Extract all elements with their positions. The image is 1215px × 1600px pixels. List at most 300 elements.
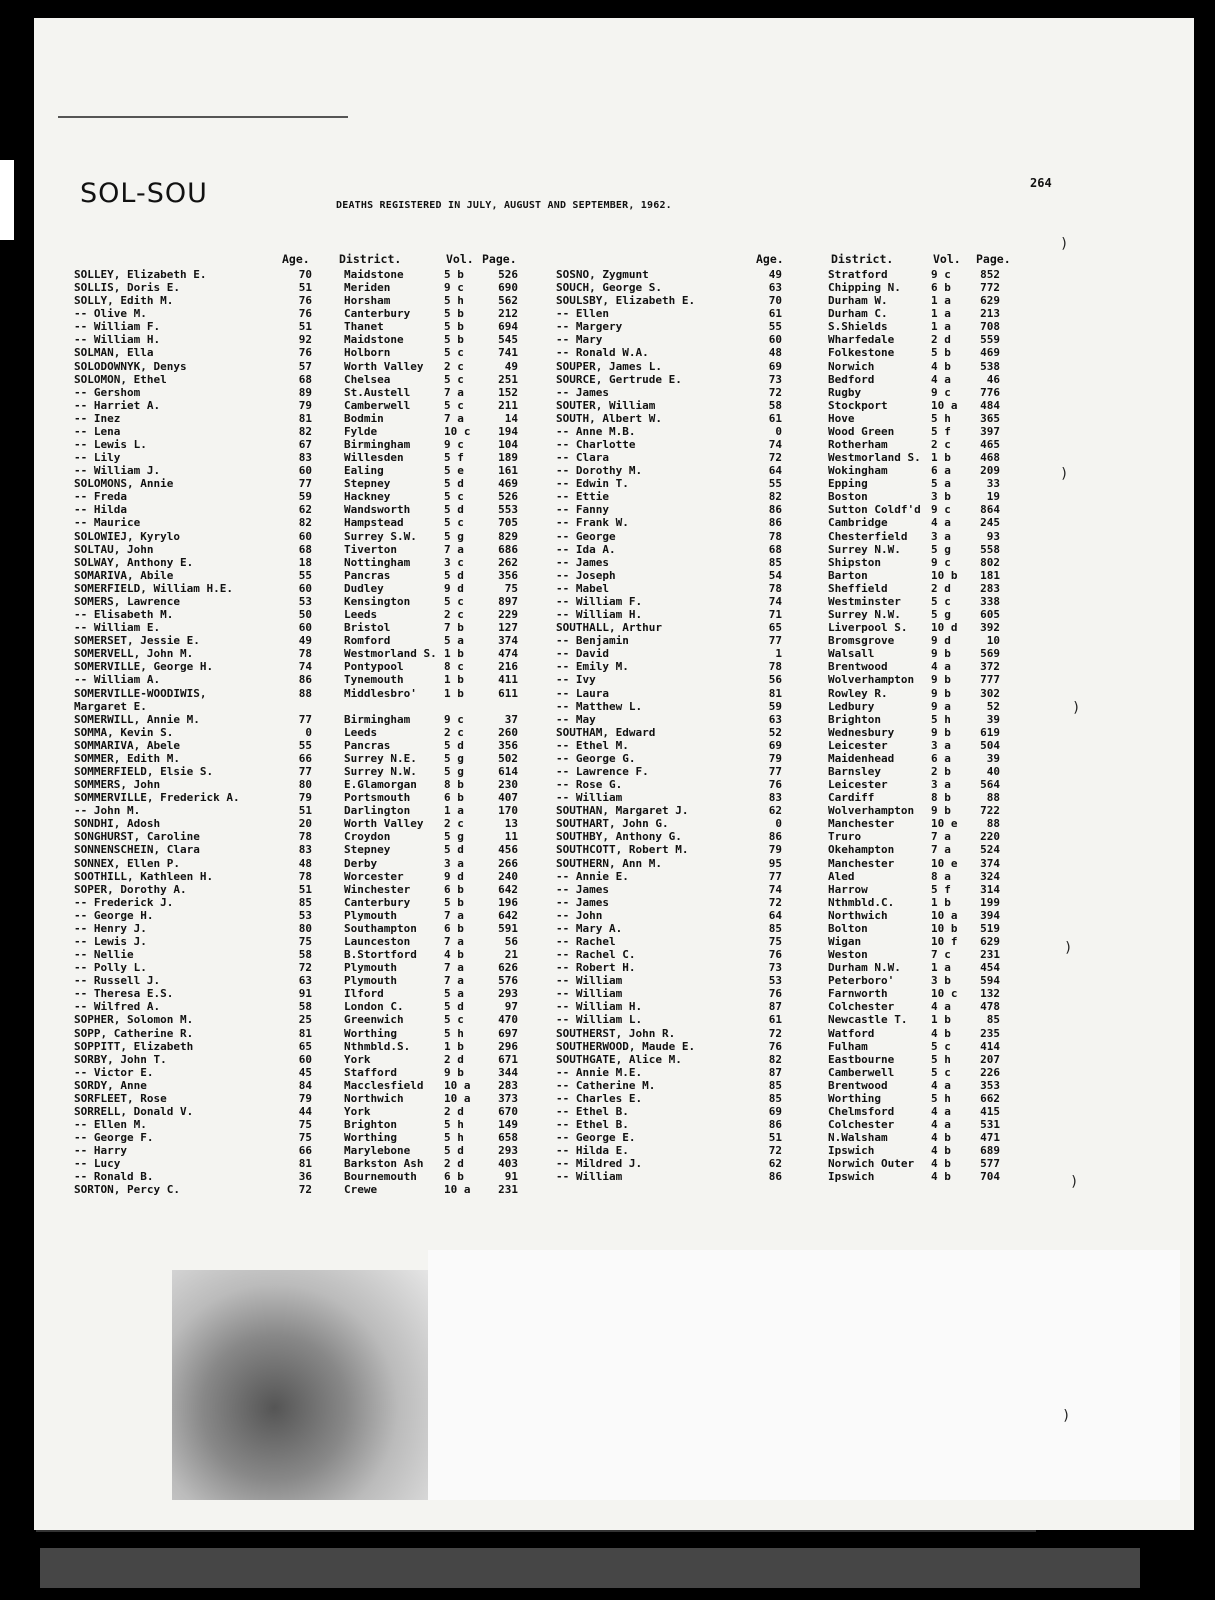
entry-district: Colchester: [828, 1118, 895, 1132]
entry-age: 82: [768, 1052, 782, 1066]
entry-volume: 10 a: [444, 1183, 471, 1197]
entry-district: Boston: [828, 490, 868, 504]
entry-district: Westminster: [828, 594, 901, 608]
entry-age: 53: [298, 908, 312, 922]
entry-age: 20: [298, 817, 312, 831]
entry-volume: 9 a: [931, 699, 951, 713]
entry-page: 562: [498, 294, 518, 308]
entry-name: -- Ronald B.: [74, 1170, 154, 1184]
entry-age: 51: [298, 882, 312, 896]
entry-page: 324: [980, 869, 1000, 883]
entry-volume: 4 a: [931, 1078, 951, 1092]
entry-volume: 5 c: [444, 516, 464, 530]
entry-volume: 5 h: [931, 712, 951, 726]
entry-volume: 5 a: [444, 987, 464, 1001]
entry-district: Hackney: [344, 490, 391, 504]
entry-page: 127: [498, 621, 518, 635]
entry-district: Brentwood: [828, 660, 888, 674]
entry-name: Margaret E.: [74, 699, 147, 713]
entry-name: -- John M.: [74, 804, 141, 818]
entry-page: 694: [498, 320, 518, 334]
entry-age: 79: [768, 843, 782, 857]
entry-age: 68: [768, 542, 782, 556]
entry-page: 209: [980, 464, 1000, 478]
entry-volume: 9 c: [931, 555, 951, 569]
entry-name: -- Matthew L.: [556, 699, 643, 713]
entry-page: 671: [498, 1052, 518, 1066]
entry-age: 75: [768, 934, 782, 948]
entry-district: Shipston: [828, 555, 881, 569]
entry-name: SOUTHERST, John R.: [556, 1026, 676, 1040]
entry-volume: 3 b: [931, 974, 951, 988]
entry-district: York: [344, 1052, 371, 1066]
entry-page: 149: [498, 1118, 518, 1132]
entry-name: -- William: [556, 791, 623, 805]
page-header: Page.: [482, 252, 517, 266]
entry-name: SOUTHBY, Anthony G.: [556, 830, 682, 844]
entry-page: 468: [980, 451, 1000, 465]
entry-name: SOMMERFIELD, Elsie S.: [74, 764, 214, 778]
entry-name: SOUTHCOTT, Robert M.: [556, 843, 689, 857]
entry-page: 181: [980, 568, 1000, 582]
entry-name: -- Rose G.: [556, 778, 623, 792]
entry-volume: 7 a: [444, 961, 464, 975]
entry-volume: 9 b: [931, 673, 951, 687]
entry-district: Birmingham: [344, 438, 411, 452]
entry-volume: 7 a: [444, 974, 464, 988]
entry-age: 55: [768, 477, 782, 491]
entry-age: 0: [305, 725, 312, 739]
entry-volume: 4 a: [931, 372, 951, 386]
entry-age: 75: [298, 934, 312, 948]
entry-age: 50: [298, 608, 312, 622]
entry-page: 283: [980, 581, 1000, 595]
entry-name: -- Dorothy M.: [556, 464, 643, 478]
entry-name: SOUTHAM, Edward: [556, 725, 656, 739]
entry-district: Camberwell: [344, 398, 411, 412]
entry-district: Surrey N.W.: [828, 608, 901, 622]
entry-page: 605: [980, 608, 1000, 622]
entry-page: 199: [980, 895, 1000, 909]
entry-age: 82: [768, 490, 782, 504]
entry-age: 73: [768, 961, 782, 975]
entry-district: Farnworth: [828, 987, 888, 1001]
entry-name: -- George E.: [556, 1131, 636, 1145]
entry-name: SOMERVILLE, George H.: [74, 660, 214, 674]
entry-district: Leicester: [828, 738, 888, 752]
entry-district: Northwich: [344, 1091, 404, 1105]
entry-volume: 5 c: [931, 1039, 951, 1053]
entry-district: Durham W.: [828, 294, 888, 308]
entry-name: SOMMERS, John: [74, 778, 161, 792]
entry-age: 63: [298, 974, 312, 988]
entry-age: 85: [768, 921, 782, 935]
margin-mark: ): [1072, 700, 1081, 716]
entry-page: 374: [498, 634, 518, 648]
entry-name: -- George H.: [74, 908, 154, 922]
entry-district: Worthing: [344, 1131, 397, 1145]
page-title: SOL-SOU: [80, 178, 208, 209]
entry-page: 235: [980, 1026, 1000, 1040]
entry-volume: 5 c: [444, 398, 464, 412]
entry-page: 456: [498, 843, 518, 857]
entry-age: 83: [768, 791, 782, 805]
entry-volume: 1 a: [931, 307, 951, 321]
entry-age: 64: [768, 464, 782, 478]
entry-name: SOPER, Dorothy A.: [74, 882, 187, 896]
page-edge: [0, 160, 14, 240]
entry-age: 87: [768, 1065, 782, 1079]
entry-page: 220: [980, 830, 1000, 844]
entry-district: Birmingham: [344, 712, 411, 726]
entry-name: SOLMAN, Ella: [74, 346, 154, 360]
entry-page: 414: [980, 1039, 1000, 1053]
register-header: DEATHS REGISTERED IN JULY, AUGUST AND SEPTEMBER, 1962.: [336, 200, 672, 211]
entry-name: SOMMER, Edith M.: [74, 751, 180, 765]
entry-volume: 10 f: [931, 934, 958, 948]
entry-age: 86: [768, 503, 782, 517]
entry-age: 76: [768, 1039, 782, 1053]
entry-name: SOLLEY, Elizabeth E.: [74, 268, 207, 281]
entry-volume: 2 c: [444, 725, 464, 739]
entry-page: 577: [980, 1157, 1000, 1171]
entry-volume: 9 b: [931, 725, 951, 739]
entry-volume: 9 c: [931, 503, 951, 517]
entry-age: 74: [768, 438, 782, 452]
entry-page: 569: [980, 647, 1000, 661]
entry-district: Stafford: [344, 1065, 397, 1079]
entry-name: -- Robert H.: [556, 961, 636, 975]
entry-volume: 10 e: [931, 856, 958, 870]
entry-name: SONNENSCHEIN, Clara: [74, 843, 200, 857]
entry-page: 10: [986, 634, 1000, 648]
entry-age: 64: [768, 908, 782, 922]
entry-page: 407: [498, 791, 518, 805]
entry-district: Horsham: [344, 294, 391, 308]
entry-district: Ledbury: [828, 699, 875, 713]
entry-volume: 9 b: [931, 686, 951, 700]
entry-page: 46: [986, 372, 1000, 386]
entry-district: Epping: [828, 477, 868, 491]
scan-noise: [40, 1548, 1140, 1588]
entry-page: 37: [504, 712, 518, 726]
entry-district: Liverpool S.: [828, 621, 908, 635]
entry-name: -- James: [556, 385, 609, 399]
entry-volume: 5 b: [444, 333, 464, 347]
entry-age: 92: [298, 333, 312, 347]
entry-page: 194: [498, 424, 518, 438]
entry-volume: 9 d: [931, 634, 951, 648]
entry-page: 465: [980, 438, 1000, 452]
entry-name: SOSNO, Zygmunt: [556, 268, 649, 281]
entry-name: -- Lawrence F.: [556, 764, 649, 778]
entry-volume: 5 d: [444, 1144, 464, 1158]
entry-age: 83: [298, 451, 312, 465]
entry-page: 260: [498, 725, 518, 739]
entry-age: 82: [298, 424, 312, 438]
entry-volume: 5 h: [444, 1118, 464, 1132]
entry-name: SOUCH, George S.: [556, 281, 662, 295]
entry-district: Meriden: [344, 281, 391, 295]
entry-page: 704: [980, 1170, 1000, 1184]
entry-age: 73: [768, 372, 782, 386]
entry-name: -- Mary: [556, 333, 603, 347]
entry-name: SOMERS, Lawrence: [74, 594, 180, 608]
entry-district: Stockport: [828, 398, 888, 412]
entry-age: 79: [768, 751, 782, 765]
entry-name: -- Annie M.E.: [556, 1065, 643, 1079]
entry-volume: 5 f: [931, 424, 951, 438]
entry-volume: 2 d: [444, 1157, 464, 1171]
entry-page: 231: [980, 948, 1000, 962]
entry-age: 85: [298, 895, 312, 909]
entry-age: 71: [768, 608, 782, 622]
entry-district: Bolton: [828, 921, 868, 935]
entry-name: -- James: [556, 895, 609, 909]
entry-name: -- Ellen: [556, 307, 609, 321]
entry-volume: 4 a: [931, 660, 951, 674]
entry-district: Brighton: [828, 712, 881, 726]
entry-age: 58: [298, 948, 312, 962]
entry-volume: 4 b: [931, 1131, 951, 1145]
entry-page: 708: [980, 320, 1000, 334]
entry-name: SOLWAY, Anthony E.: [74, 555, 194, 569]
entry-district: Harrow: [828, 882, 868, 896]
entry-name: -- William: [556, 1170, 623, 1184]
entry-name: -- Annie E.: [556, 869, 629, 883]
entry-page: 594: [980, 974, 1000, 988]
entry-name: -- Lewis J.: [74, 934, 147, 948]
entry-district: Worcester: [344, 869, 404, 883]
entry-volume: 5 g: [444, 764, 464, 778]
entry-district: Stratford: [828, 268, 888, 281]
entry-page: 705: [498, 516, 518, 530]
entry-name: SOPHER, Solomon M.: [74, 1013, 194, 1027]
entry-district: Westmorland S.: [344, 647, 437, 661]
entry-page: 564: [980, 778, 1000, 792]
entry-page: 415: [980, 1105, 1000, 1118]
entry-name: SOLLIS, Doris E.: [74, 281, 180, 295]
entry-volume: 8 b: [931, 791, 951, 805]
entry-age: 55: [298, 738, 312, 752]
entry-page: 21: [504, 948, 518, 962]
entry-age: 49: [768, 268, 782, 281]
entry-volume: 3 a: [931, 529, 951, 543]
entry-page: 469: [980, 346, 1000, 360]
entry-page: 212: [498, 307, 518, 321]
entry-age: 69: [768, 359, 782, 373]
entry-name: -- William: [556, 974, 623, 988]
entry-name: -- Nellie: [74, 948, 134, 962]
entry-age: 65: [298, 1039, 312, 1053]
entry-age: 86: [768, 516, 782, 530]
entry-volume: 5 b: [444, 268, 464, 281]
entry-age: 79: [298, 398, 312, 412]
entry-age: 85: [768, 1091, 782, 1105]
entry-page: 524: [980, 843, 1000, 857]
entry-page: 658: [498, 1131, 518, 1145]
entry-volume: 5 g: [444, 529, 464, 543]
entry-volume: 10 c: [444, 424, 471, 438]
entry-district: Fulham: [828, 1039, 868, 1053]
entry-age: 58: [298, 1000, 312, 1014]
entry-district: Maidstone: [344, 268, 404, 281]
entry-age: 49: [298, 634, 312, 648]
entry-name: SOUTER, William: [556, 398, 656, 412]
entry-name: -- Ethel B.: [556, 1105, 629, 1118]
entry-name: -- William: [556, 987, 623, 1001]
entry-age: 86: [768, 1170, 782, 1184]
entry-district: Derby: [344, 856, 378, 870]
entry-age: 1: [775, 647, 782, 661]
entry-volume: 5 h: [444, 294, 464, 308]
entry-age: 95: [768, 856, 782, 870]
entry-page: 39: [986, 751, 1000, 765]
entry-volume: 4 a: [931, 1105, 951, 1118]
entry-district: Thanet: [344, 320, 384, 334]
entry-district: Plymouth: [344, 908, 397, 922]
entry-district: Macclesfield: [344, 1078, 424, 1092]
entry-district: Wolverhampton: [828, 804, 915, 818]
entry-district: Peterboro': [828, 974, 895, 988]
entry-volume: 10 c: [931, 987, 958, 1001]
entry-page: 626: [498, 961, 518, 975]
entry-district: Newcastle T.: [828, 1013, 908, 1027]
entry-page: 392: [980, 621, 1000, 635]
entry-page: 776: [980, 385, 1000, 399]
entry-page: 91: [504, 1170, 518, 1184]
age-header: Age.: [282, 252, 310, 266]
entry-age: 77: [298, 712, 312, 726]
entry-age: 63: [768, 712, 782, 726]
entry-name: SOMMA, Kevin S.: [74, 725, 174, 739]
entry-district: Westmorland S.: [828, 451, 921, 465]
entry-volume: 6 b: [444, 1170, 464, 1184]
entry-district: Leeds: [344, 608, 378, 622]
entry-name: -- May: [556, 712, 596, 726]
entry-page: 611: [498, 686, 518, 700]
entry-name: SOMARIVA, Abile: [74, 568, 174, 582]
entry-name: -- Henry J.: [74, 921, 147, 935]
entry-district: Winchester: [344, 882, 411, 896]
entry-district: Plymouth: [344, 974, 397, 988]
entry-name: SORBY, John T.: [74, 1052, 167, 1066]
entry-page: 502: [498, 751, 518, 765]
entry-volume: 5 d: [444, 738, 464, 752]
entry-age: 0: [775, 817, 782, 831]
entry-name: SOUTHART, John G.: [556, 817, 669, 831]
entry-volume: 5 b: [931, 346, 951, 360]
entry-age: 52: [768, 725, 782, 739]
entry-name: -- Harriet A.: [74, 398, 161, 412]
entry-district: Wigan: [828, 934, 862, 948]
entry-district: Camberwell: [828, 1065, 895, 1079]
entry-page: 722: [980, 804, 1000, 818]
entry-district: Tynemouth: [344, 673, 404, 687]
entry-district: Bromsgrove: [828, 634, 895, 648]
entry-volume: 1 b: [444, 647, 464, 661]
entry-name: SONNEX, Ellen P.: [74, 856, 180, 870]
entry-page: 772: [980, 281, 1000, 295]
entry-name: -- Margery: [556, 320, 623, 334]
entry-name: SOUTHALL, Arthur: [556, 621, 662, 635]
entry-page: 365: [980, 411, 1000, 425]
entry-age: 76: [298, 294, 312, 308]
entry-age: 75: [298, 1118, 312, 1132]
entry-volume: 2 d: [444, 1052, 464, 1066]
entry-age: 78: [768, 581, 782, 595]
entry-district: Crewe: [344, 1183, 378, 1197]
entry-volume: 4 b: [931, 1170, 951, 1184]
entry-age: 83: [298, 843, 312, 857]
entry-district: Manchester: [828, 817, 895, 831]
entry-district: Fylde: [344, 424, 378, 438]
entry-district: Wharfedale: [828, 333, 895, 347]
entry-name: -- Mabel: [556, 581, 609, 595]
entry-age: 81: [298, 1157, 312, 1171]
entry-district: Manchester: [828, 856, 895, 870]
entry-district: Folkestone: [828, 346, 895, 360]
entry-age: 85: [768, 555, 782, 569]
entry-page: 85: [986, 1013, 1000, 1027]
entry-age: 91: [298, 987, 312, 1001]
entry-district: Surrey N.W.: [828, 542, 901, 556]
entry-name: -- Theresa E.S.: [74, 987, 174, 1001]
entry-age: 86: [768, 830, 782, 844]
entry-age: 77: [768, 634, 782, 648]
entry-page: 559: [980, 333, 1000, 347]
entry-name: -- Lily: [74, 451, 121, 465]
entry-age: 88: [298, 686, 312, 700]
entry-name: -- Charlotte: [556, 438, 636, 452]
entry-page: 213: [980, 307, 1000, 321]
entry-volume: 1 b: [444, 673, 464, 687]
entry-volume: 1 a: [931, 961, 951, 975]
entry-name: SOLOWIEJ, Kyrylo: [74, 529, 180, 543]
entry-age: 76: [298, 307, 312, 321]
entry-volume: 2 b: [931, 764, 951, 778]
entry-district: Cambridge: [828, 516, 888, 530]
entry-age: 62: [298, 503, 312, 517]
entry-volume: 1 a: [931, 294, 951, 308]
entry-name: -- Maurice: [74, 516, 141, 530]
entry-volume: 6 b: [444, 882, 464, 896]
entry-age: 25: [298, 1013, 312, 1027]
entry-district: Tiverton: [344, 542, 397, 556]
entry-age: 36: [298, 1170, 312, 1184]
entry-age: 80: [298, 921, 312, 935]
vol-header: Vol.: [933, 252, 961, 266]
entry-age: 85: [768, 1078, 782, 1092]
entry-page: 170: [498, 804, 518, 818]
entry-age: 67: [298, 438, 312, 452]
margin-mark: ): [1060, 466, 1069, 482]
entry-page: 629: [980, 294, 1000, 308]
entry-age: 60: [298, 464, 312, 478]
entry-age: 18: [298, 555, 312, 569]
entry-volume: 5 c: [444, 346, 464, 360]
entry-name: -- Olive M.: [74, 307, 147, 321]
entry-page: 40: [986, 764, 1000, 778]
entry-name: -- William H.: [556, 1000, 643, 1014]
entry-name: -- Anne M.B.: [556, 424, 636, 438]
entry-volume: 5 h: [931, 411, 951, 425]
entry-page: 372: [980, 660, 1000, 674]
entry-district: Worthing: [344, 1026, 397, 1040]
entry-page: 152: [498, 385, 518, 399]
entry-name: SOMERVELL, John M.: [74, 647, 194, 661]
entry-name: SOUTHAN, Margaret J.: [556, 804, 689, 818]
